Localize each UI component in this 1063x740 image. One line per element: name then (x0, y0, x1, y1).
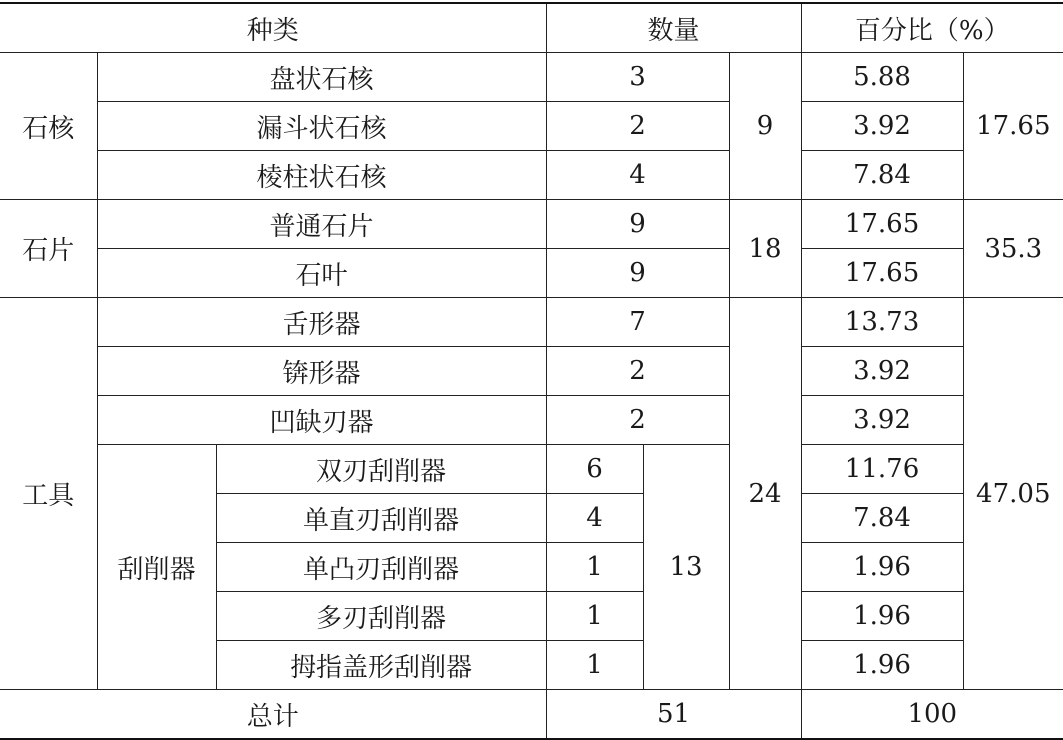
table-row (0, 445, 1063, 494)
item-name: 双刃刮削器 (216, 445, 546, 494)
item-count: 9 (546, 200, 729, 249)
item-count: 2 (546, 102, 729, 151)
item-percent: 7.84 (801, 151, 963, 200)
item-percent: 1.96 (801, 592, 963, 641)
item-count: 9 (546, 249, 729, 298)
table-row (0, 151, 1063, 200)
item-count: 1 (546, 592, 643, 641)
item-count: 4 (546, 494, 643, 543)
item-percent: 3.92 (801, 396, 963, 445)
header-quantity: 数量 (546, 3, 801, 53)
item-percent: 17.65 (801, 249, 963, 298)
subgroup-subtotal-scrapers: 13 (643, 445, 729, 690)
group-percent-flakes: 35.3 (963, 200, 1063, 298)
group-label-tools: 工具 (0, 298, 97, 690)
table-row (0, 249, 1063, 298)
total-percent: 100 (801, 690, 1063, 740)
item-name: 舌形器 (97, 298, 546, 347)
item-count: 2 (546, 347, 729, 396)
item-name: 多刃刮削器 (216, 592, 546, 641)
total-count: 51 (546, 690, 801, 740)
item-name: 凹缺刃器 (97, 396, 546, 445)
total-label: 总计 (0, 690, 546, 740)
table-row (0, 396, 1063, 445)
item-name: 盘状石核 (97, 53, 546, 102)
item-count: 6 (546, 445, 643, 494)
stone-artifact-table (0, 2, 1063, 740)
group-percent-tools: 47.05 (963, 298, 1063, 690)
group-subtotal-tools: 24 (729, 298, 801, 690)
subgroup-label-scrapers: 刮削器 (97, 445, 216, 690)
table-row (0, 102, 1063, 151)
item-percent: 5.88 (801, 53, 963, 102)
table-row (0, 298, 1063, 347)
item-percent: 3.92 (801, 102, 963, 151)
group-subtotal-cores: 9 (729, 53, 801, 200)
item-percent: 7.84 (801, 494, 963, 543)
item-name: 石叶 (97, 249, 546, 298)
item-name: 漏斗状石核 (97, 102, 546, 151)
item-name: 单直刃刮削器 (216, 494, 546, 543)
table-row (0, 200, 1063, 249)
item-percent: 3.92 (801, 347, 963, 396)
item-name: 棱柱状石核 (97, 151, 546, 200)
item-percent: 11.76 (801, 445, 963, 494)
group-label-cores: 石核 (0, 53, 97, 200)
item-percent: 17.65 (801, 200, 963, 249)
group-percent-cores: 17.65 (963, 53, 1063, 200)
table-row (0, 347, 1063, 396)
header-category: 种类 (0, 3, 546, 53)
total-row (0, 690, 1063, 740)
item-percent: 1.96 (801, 543, 963, 592)
item-percent: 13.73 (801, 298, 963, 347)
item-count: 7 (546, 298, 729, 347)
item-name: 单凸刃刮削器 (216, 543, 546, 592)
item-name: 普通石片 (97, 200, 546, 249)
item-count: 1 (546, 641, 643, 690)
item-count: 3 (546, 53, 729, 102)
header-percent: 百分比（%） (801, 3, 1063, 53)
group-subtotal-flakes: 18 (729, 200, 801, 298)
group-label-flakes: 石片 (0, 200, 97, 298)
item-count: 2 (546, 396, 729, 445)
item-count: 1 (546, 543, 643, 592)
header-row (0, 3, 1063, 53)
item-name: 拇指盖形刮削器 (216, 641, 546, 690)
item-name: 锛形器 (97, 347, 546, 396)
item-percent: 1.96 (801, 641, 963, 690)
item-count: 4 (546, 151, 729, 200)
table-row (0, 53, 1063, 102)
